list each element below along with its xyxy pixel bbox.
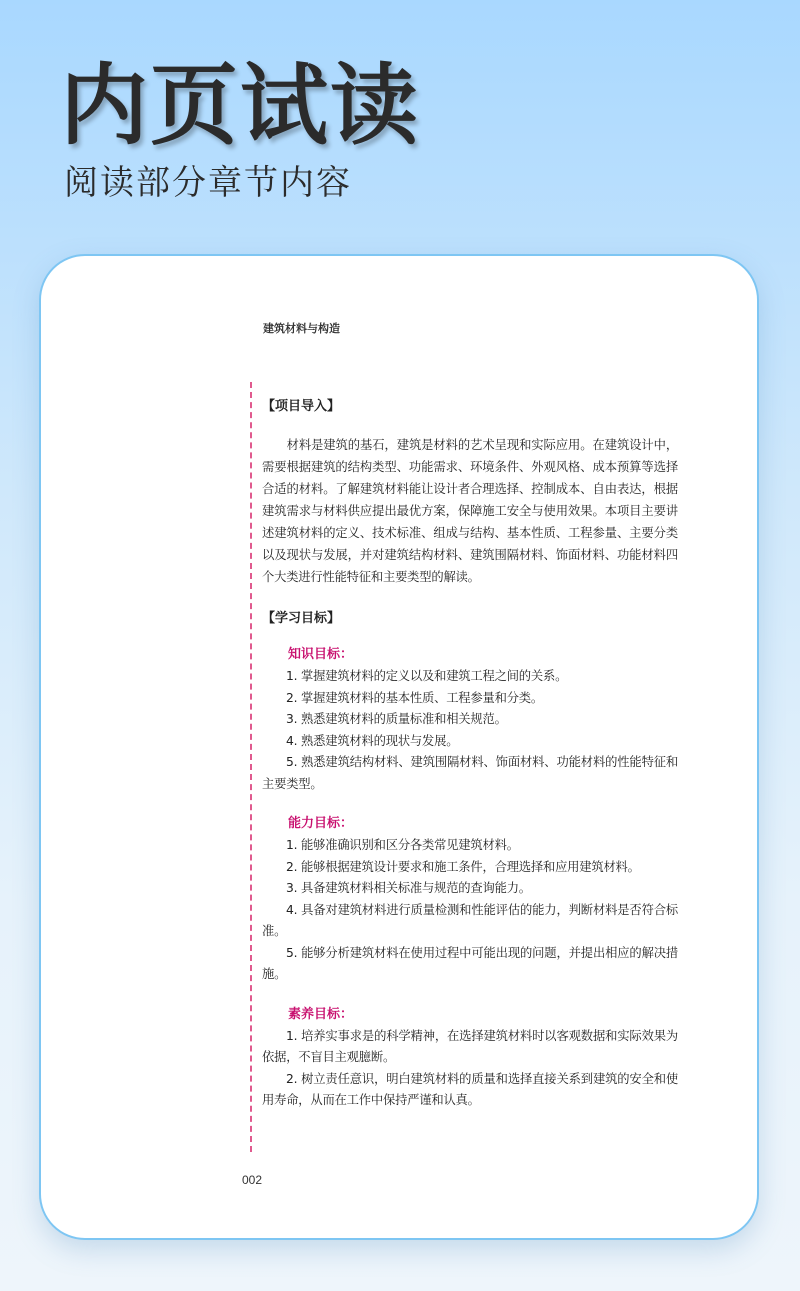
goal-list — [262, 1026, 678, 1112]
goal-group-knowledge — [262, 644, 678, 795]
goal-heading: 能力目标： — [288, 816, 354, 831]
goal-group-literacy — [262, 1004, 678, 1112]
page-number: 002 — [242, 1173, 263, 1187]
goal-list — [262, 835, 678, 986]
goal-item: 4. 具备对建筑材料进行质量检测和性能评估的能力，判断材料是否符合标准。 — [262, 902, 678, 938]
goal-list — [262, 666, 678, 795]
goal-item: 1. 能够准确识别和区分各类常见建筑材料。 — [286, 838, 519, 852]
hero-title: 内页试读 — [60, 56, 421, 155]
goal-item: 2. 掌握建筑材料的基本性质、工程参量和分类。 — [286, 690, 543, 705]
goal-heading: 素养目标： — [288, 1006, 354, 1022]
page-content — [262, 396, 678, 1112]
goal-item: 2. 树立责任意识，明白建筑材料的质量和选择直接关系到建筑的安全和使用寿命，从而在工作中保持严谨和认真。 — [262, 1071, 678, 1107]
intro-paragraph: 材料是建筑的基石，建筑是材料的艺术呈现和实际应用。在建筑设计中，需要根据建筑的结构类型、功能需求、环境条件、外观风格、成本预算等选择合适的材料。了解建筑材料能让设计者合理选择、控制成本、自由表达，根据建筑需求与材料供应提出最优方案，保障施工安全与使用效果。本项目主要讲述建筑材料的定义、技术标准、组成与结构、基本性质、工程参量、主要分类以及现状与发展，并对建筑结构材料、建筑围隔材料、饰面材料、功能材料四个大类进行性能特征和主要类型的解读。 — [262, 438, 678, 584]
section-title-intro: 【项目导入】 — [262, 399, 341, 414]
goal-item: 3. 具备建筑材料相关标准与规范的查询能力。 — [286, 881, 531, 895]
goal-item: 1. 掌握建筑材料的定义以及和建筑工程之间的关系。 — [286, 669, 568, 683]
goal-item: 5. 能够分析建筑材料在使用过程中可能出现的问题，并提出相应的解决措施。 — [262, 945, 678, 981]
goal-item: 1. 培养实事求是的科学精神，在选择建筑材料时以客观数据和实际效果为依据，不盲目主观臆断。 — [262, 1028, 678, 1064]
hero-subtitle: 阅读部分章节内容 — [64, 164, 352, 202]
goal-group-ability — [262, 813, 678, 986]
goal-item: 3. 熟悉建筑材料的质量标准和相关规范。 — [286, 712, 507, 726]
goal-item: 2. 能够根据建筑设计要求和施工条件，合理选择和应用建筑材料。 — [286, 859, 640, 874]
goal-item: 5. 熟悉建筑结构材料、建筑围隔材料、饰面材料、功能材料的性能特征和主要类型。 — [262, 755, 678, 791]
goal-item: 4. 熟悉建筑材料的现状与发展。 — [286, 733, 459, 748]
section-title-goals: 【学习目标】 — [262, 611, 341, 626]
margin-dashed-line — [250, 382, 252, 1152]
goal-heading: 知识目标： — [288, 647, 354, 662]
running-header: 建筑材料与构造 — [263, 323, 340, 335]
